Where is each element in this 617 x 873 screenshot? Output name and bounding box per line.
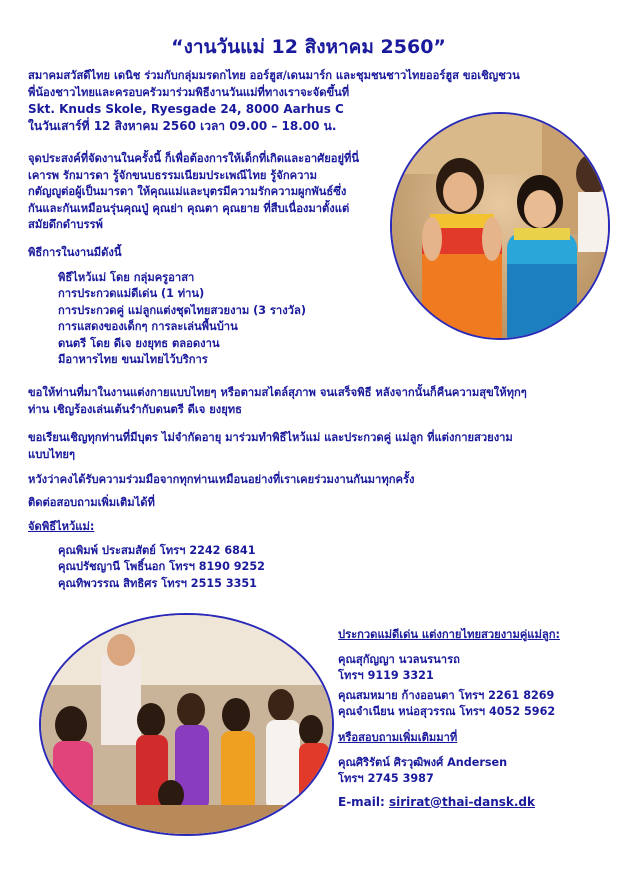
photo-girls-thai-costume [390, 112, 610, 340]
program-item: การประกวดคู่ แม่ลูกแต่งชุดไทยสวยงาม (3 รางวัล) [58, 303, 306, 317]
ceremony-heading: จัดพิธีไหว้แม่: [28, 520, 95, 533]
intro-block [28, 68, 520, 134]
program-item: การแสดงของเด็กๆ การละเล่นพื้นบ้าน [58, 320, 238, 333]
event-datetime: ในวันเสาร์ที่ 12 สิงหาคม 2560 เวลา 09.00 – 18.00 น. [28, 118, 337, 133]
dress-line: ขอให้ท่านที่มาในงานแต่งกายแบบไทยๆ หรือตามสไตล์สุภาพ จนเสร็จพิธี หลังจากนั้นก็คืนความสุขให้ทุกๆ [28, 386, 527, 399]
contest-contact-name: คุณสุกัญญา นวลนรนารถ [338, 652, 460, 666]
program-heading: พิธีการในงานมีดังนี้ [28, 246, 122, 259]
purpose-block [28, 151, 359, 234]
contact-more-line: ติดต่อสอบถามเพิ่มเติมได้ที่ [28, 496, 155, 509]
ceremony-contact: คุณปรัชญานี โพธิ์นอก โทรฯ 8190 9252 [58, 560, 265, 573]
more-info-phone: โทรฯ 2745 3987 [338, 772, 434, 785]
program-item: มีอาหารไทย ขนมไทยไว้บริการ [58, 353, 208, 366]
purpose-line: สมัยดึกดำบรรพ์ [28, 218, 103, 231]
intro-line: สมาคมสวัสดีไทย เดนิช ร่วมกับกลุ่มมรดกไทย ออร์ฮูส/เดนมาร์ก และชุมชนชาวไทยออร์ฮูส ขอเชิญชวน [28, 69, 520, 82]
contest-heading: ประกวดแม่ดีเด่น แต่งกายไทยสวยงามคู่แม่ลูก: [338, 628, 560, 641]
contest-contact: คุณสมหมาย ก้างออนตา โทรฯ 2261 8269 [338, 688, 555, 702]
page-title: “งานวันแม่ 12 สิงหาคม 2560” [171, 36, 446, 58]
dress-block [28, 385, 527, 418]
purpose-line: กันและกันเหมือนรุ่นคุณปู่ คุณย่า คุณตา คุณยาย ที่สืบเนื่องมาตั้งแต่ [28, 201, 350, 215]
ceremony-contact: คุณพิมพ์ ประสมสัตย์ โทรฯ 2242 6841 [58, 543, 256, 557]
more-info-name: คุณศิริรัตน์ ศิรวุฒิพงศ์ Andersen [338, 755, 508, 769]
email-link[interactable]: sirirat@thai-dansk.dk [389, 794, 535, 809]
program-item: พิธีไหว้แม่ โดย กลุ่มครูอาสา [58, 270, 195, 284]
photo-crowd-illustration [41, 615, 332, 834]
email-label: E-mail: [338, 794, 385, 809]
dress-line: ท่าน เชิญร้องเล่นเต้นรำกับดนตรี ดีเจ ยงยุทธ [28, 402, 242, 416]
venue-address: Skt. Knuds Skole, Ryesgade 24, 8000 Aarhus C [28, 102, 344, 116]
photo-crowd-event [39, 613, 334, 836]
ceremony-block [28, 519, 265, 592]
program-item: การประกวดแม่ดีเด่น (1 ท่าน) [58, 287, 205, 300]
program-item: ดนตรี โดย ดีเจ ยงยุทธ ตลอดงาน [58, 336, 220, 350]
more-info-block [338, 730, 535, 810]
invite-block [28, 430, 513, 463]
purpose-line: กตัญญูต่อผู้เป็นมารดา ให้คุณแม่และบุตรมีความรักความผูกพันธ์ซึ่ง [28, 185, 347, 198]
purpose-line: เคารพ รักมารดา รู้จักขนบธรรมเนียมประเพณีไทย รู้จักความ [28, 168, 318, 182]
program-block [28, 245, 306, 369]
ceremony-contact: คุณทิพวรรณ สิทธิศร โทรฯ 2515 3351 [58, 576, 257, 590]
photo-girls-illustration [392, 114, 608, 338]
contest-block [338, 627, 560, 721]
more-info-heading: หรือสอบถามเพิ่มเติมมาที่ [338, 731, 458, 744]
contest-contact: คุณจำเนียน หน่อสุวรรณ โทรฯ 4052 5962 [338, 705, 556, 718]
invite-line: แบบไทยๆ [28, 447, 75, 461]
email-row [338, 794, 535, 811]
intro-line: พี่น้องชาวไทยและครอบครัวมาร่วมพิธีงานวันแม่ที่ทางเราจะจัดขึ้นที่ [28, 85, 350, 99]
hope-line: หวังว่าคงได้รับความร่วมมือจากทุกท่านเหมือนอย่างที่เราเคยร่วมงานกันมาทุกครั้ง [28, 473, 415, 486]
invite-line: ขอเรียนเชิญทุกท่านที่มีบุตร ไม่จำกัดอายุ มาร่วมทำพิธีไหว้แม่ และประกวดคู่ แม่ลูก ที่แต่งกายสวยงาม [28, 431, 513, 444]
purpose-line: จุดประสงค์ที่จัดงานในครั้งนี้ ก็เพื่อต้องการให้เด็กที่เกิดและอาศัยอยู่ที่นี่ [28, 152, 360, 165]
contest-contact-phone: โทรฯ 9119 3321 [338, 669, 434, 682]
